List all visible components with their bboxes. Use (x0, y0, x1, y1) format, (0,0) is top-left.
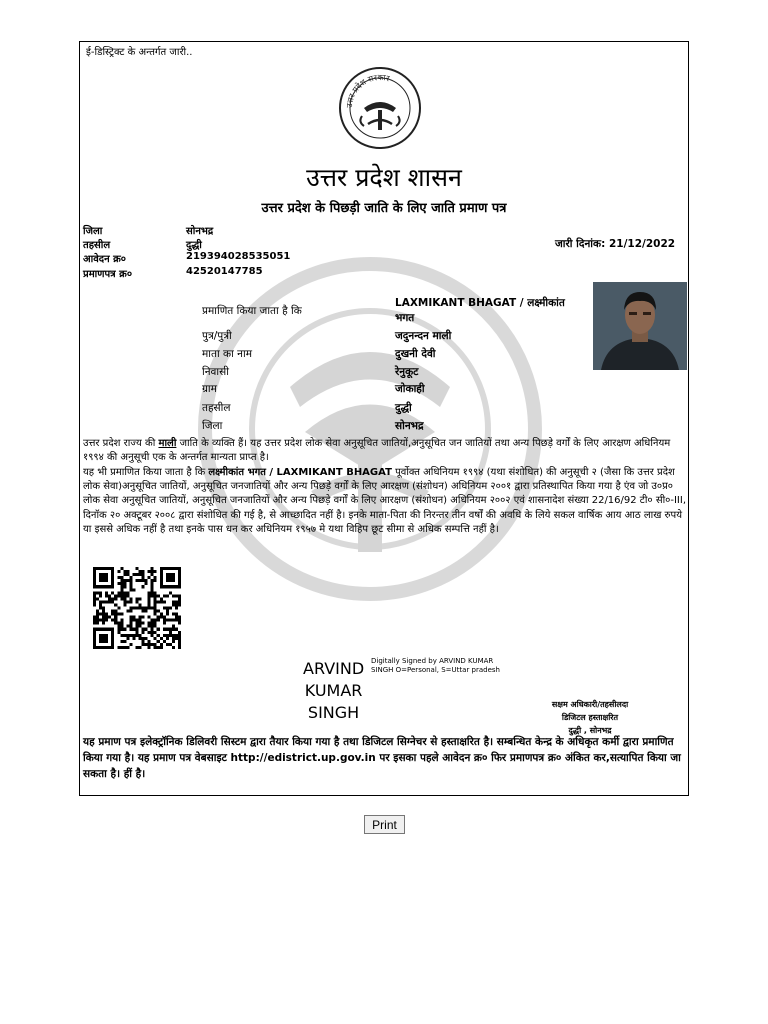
mother-name-label: माता का नाम (202, 348, 252, 360)
emblem-text: उत्तर प्रदेश सरकार (344, 72, 391, 109)
tehsil-value: दुद्धी (186, 240, 202, 251)
verification-note: यह प्रमाण पत्र इलेक्ट्रॉनिक डिलिवरी सिस्टम द्वारा तैयार किया गया है तथा डिजिटल सिग्नेचर से हस्ताक्षरित है। सम्बन्धित केन्द्र के अधिकृत कर्मी द्वारा प्रमाणित किया गया है। यह प्रमाण पत्र वेबसाइट http://edistrict.up.gov.in पर इसका पहले आवेदन क्र० फिर प्रमाणपत्र क्र० अंकित कर,सत्यापित किया जा सकता है। हीं है। (83, 736, 681, 780)
tehsil-label: तहसील (83, 240, 111, 251)
application-number-value: 219394028535051 (186, 251, 291, 262)
residence-value: रेनुकूट (395, 366, 419, 378)
qr-code (93, 567, 181, 649)
certificate-page (79, 41, 689, 796)
certification-statement: यह भी प्रमाणित किया जाता है कि लक्ष्मीकांत भगत / LAXMIKANT BHAGAT पूर्वोक्त अधिनियम १९९४ (यथा संशोधित) की अनुसूची २ (जैसा कि उत्तर प्रदेश लोक सेवा)अनुसूचित जातियों, अनुसूचित जनजातियों और अन्य पिछड़े वर्गों के लिए आरक्षण (संशोधन) अधिनियम २००१ द्वारा प्रतिस्थापित किया गया है एंव जो उ०प्र० लोक सेवा अनुसूचित जातियों, अनुसूचित जनजातियों और अन्य पिछड़े वर्गों के लिए आरक्षण (संशोधन) अधिनियम २००२ एवं शासनादेश संख्या 22/16/92 टी० सी०-III, दिनॉक २० अक्टूबर २००८ द्वारा संशोधित की गई है, से आच्छादित नहीं है। इनके माता-पिता की निरन्तर तीन वर्षों की अवधि के लिये सकल वार्षिक आय आठ लाख रुपये या इससे अधिक नहीं है तथा इनके पास धन कर अधिनियम १९५७ मे यथा विहिप छूट सीमा से अधिक सम्पत्ति नहीं है। (83, 467, 687, 535)
applicant-photo (593, 282, 687, 370)
issue-date-label: जारी दिनांक: (555, 238, 606, 250)
certified-label: प्रमाणित किया जाता है कि (202, 305, 302, 317)
caste-name: माली (158, 438, 177, 449)
village-value: जोकाही (395, 383, 425, 395)
issue-date (555, 237, 675, 251)
header-note: ई-डिस्ट्रिक्ट के अन्तर्गत जारी.. (86, 47, 193, 58)
certificate-number-label: प्रमाणपत्र क्र० (83, 269, 133, 280)
parent-label: पुत्र/पुत्री (202, 330, 232, 342)
issuing-officer: सक्षम अधिकारी/तहसीलदा डिजिटल हस्ताक्षरित दुद्धी , सोनभद्र (551, 700, 629, 735)
mother-name-value: दुखनी देवी (395, 348, 436, 360)
print-button[interactable]: Print (364, 815, 405, 834)
district-label: जिला (83, 226, 103, 237)
parent-value: जदुनन्दन माली (395, 330, 452, 342)
signer-name: ARVIND KUMAR SINGH (303, 659, 365, 722)
village-label: ग्राम (202, 383, 217, 395)
applicant-name: LAXMIKANT BHAGAT / लक्ष्मीकांत भगत (395, 297, 565, 324)
district-value: सोनभद्र (186, 226, 214, 237)
field-district-label: जिला (202, 420, 223, 432)
issue-date-value: 21/12/2022 (608, 238, 676, 250)
field-tehsil-label: तहसील (202, 402, 231, 414)
digital-signature-note: Digitally Signed by ARVIND KUMAR SINGH O=Personal, S=Uttar pradesh (371, 657, 500, 674)
field-district-value: सोनभद्र (395, 420, 424, 432)
residence-label: निवासी (202, 366, 229, 378)
certificate-number-value: 42520147785 (186, 266, 263, 277)
certificate-title: उत्तर प्रदेश के पिछड़ी जाति के लिए जाति प्रमाण पत्र (261, 201, 507, 216)
caste-statement: उत्तर प्रदेश राज्य की माली जाति के व्यक्ति हैं। यह उत्तर प्रदेश लोक सेवा अनुसूचित जातियों,अनुसूचित जन जातियों तथा अन्य पिछड़े वर्गों के लिए आरक्षण अधिनियम १९९४ की अनुसूची एक के अन्तर्गत मान्यता प्राप्त है। (83, 438, 671, 464)
certified-name: लक्ष्मीकांत भगत / LAXMIKANT BHAGAT (208, 467, 392, 478)
government-title: उत्तर प्रदेश शासन (306, 163, 462, 192)
up-government-emblem (338, 66, 422, 150)
field-tehsil-value: दुद्धी (395, 402, 412, 414)
application-number-label: आवेदन क्र० (83, 254, 127, 265)
